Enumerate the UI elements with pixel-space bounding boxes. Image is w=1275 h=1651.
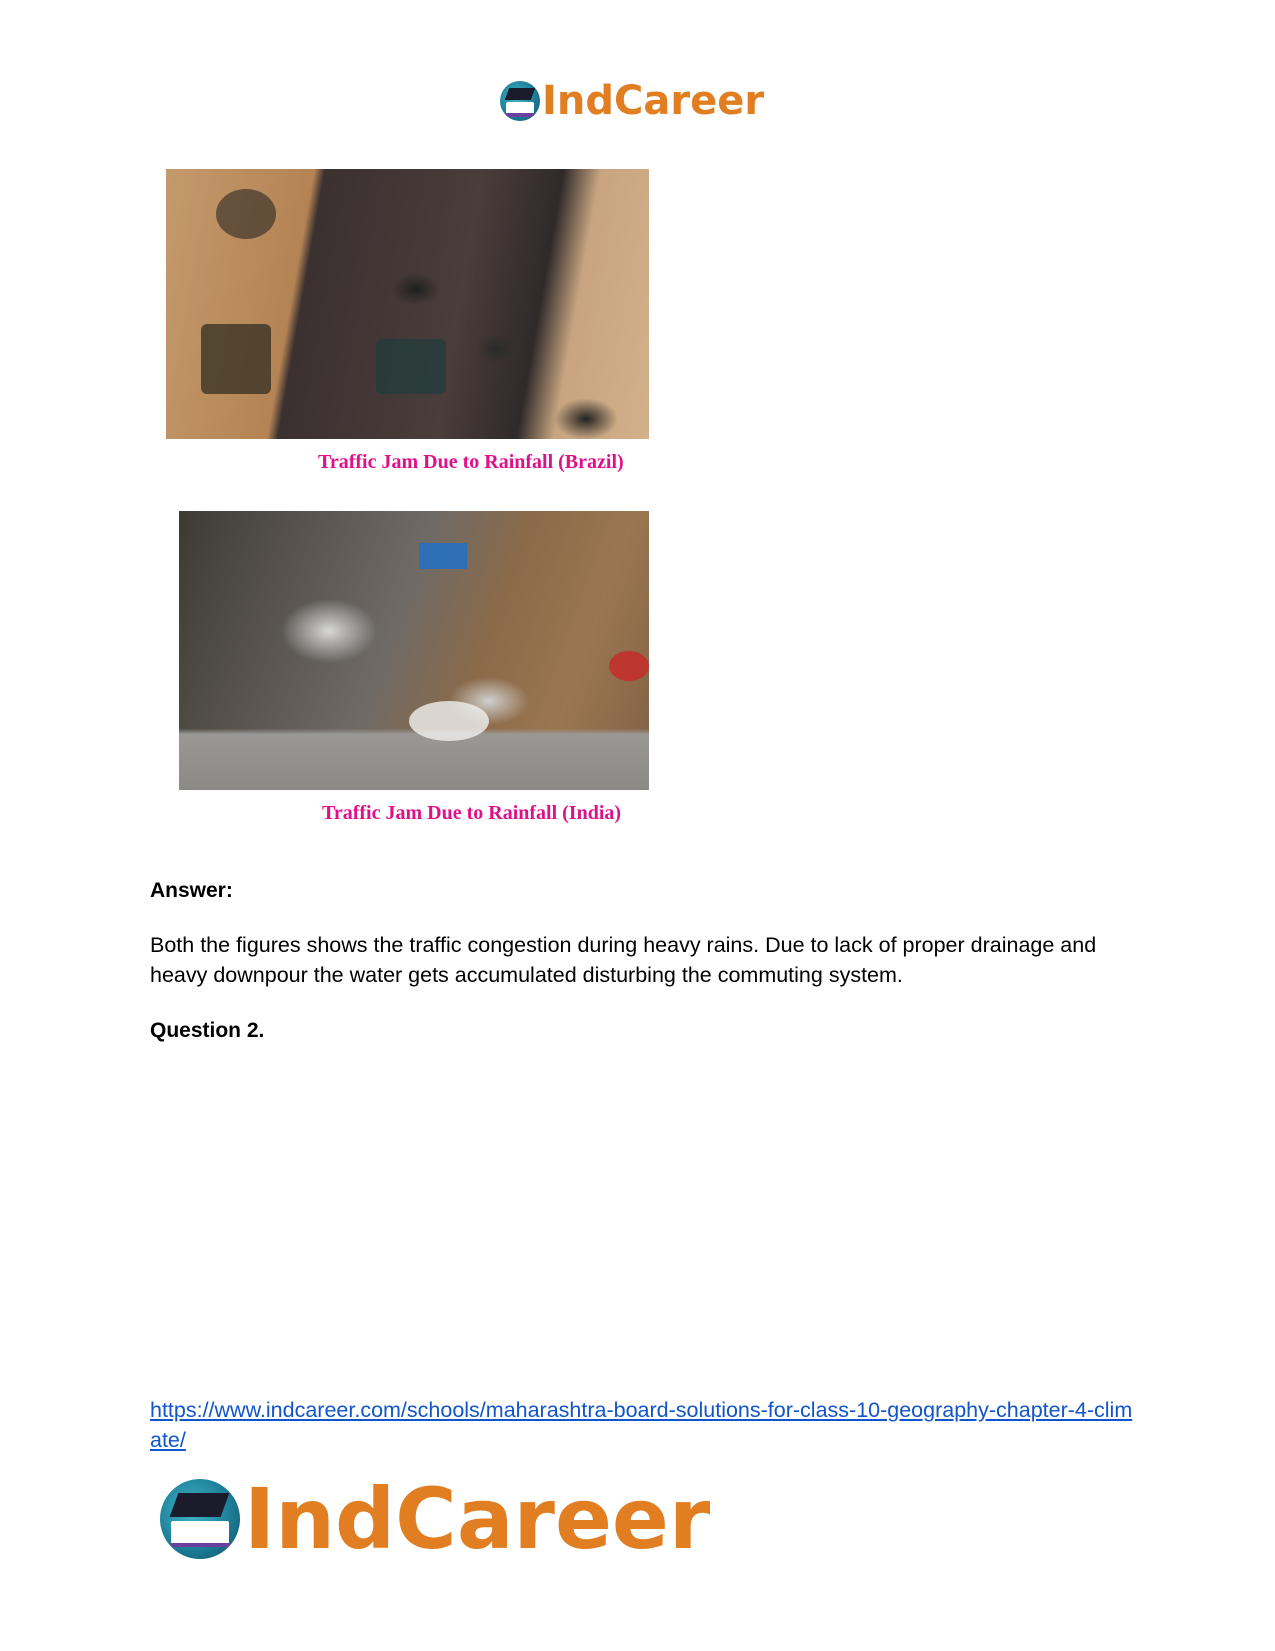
question-label: Question 2. [150, 1019, 265, 1042]
brazil-flood-photo [166, 169, 649, 439]
road-sign [419, 543, 467, 569]
graduation-book-icon [500, 81, 540, 121]
logo-text: IndCareer [244, 1470, 711, 1568]
answer-text: Both the figures shows the traffic congestion during heavy rains. Due to lack of proper drainage and heavy downpour the water gets accumulated disturbing the commuting system. [150, 933, 1097, 987]
source-link[interactable]: https://www.indcareer.com/schools/maharashtra-board-solutions-for-class-10-geography-chapter-4-climate/ [150, 1398, 1133, 1452]
logo-text: IndCareer [542, 78, 765, 124]
header-logo [500, 78, 764, 124]
footer-logo [160, 1470, 710, 1568]
india-flood-photo [179, 511, 649, 790]
figure-caption: Traffic Jam Due to Rainfall (Brazil) [318, 451, 624, 473]
answer-label: Answer: [150, 879, 233, 902]
figure-caption: Traffic Jam Due to Rainfall (India) [322, 802, 622, 824]
graduation-book-icon [160, 1479, 240, 1559]
